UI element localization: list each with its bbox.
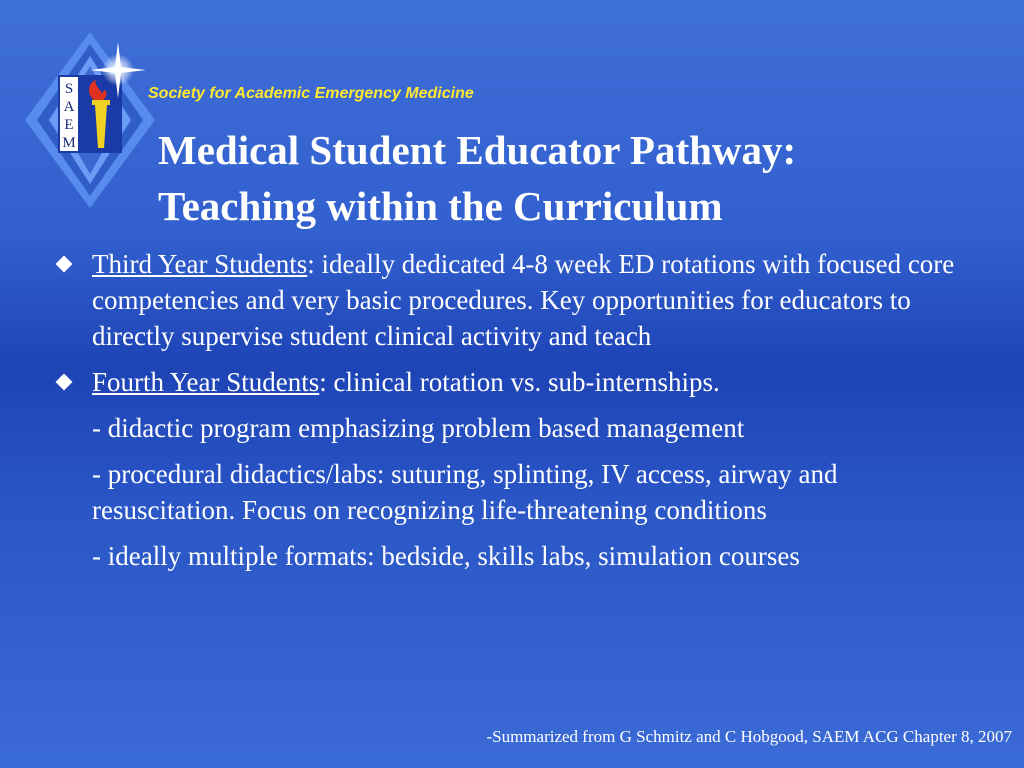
sub-item-didactic: - didactic program emphasizing problem based management: [92, 413, 745, 443]
bullet-heading: Fourth Year Students: [92, 367, 320, 397]
logo-letter-e: E: [64, 117, 74, 133]
logo-letter-a: A: [63, 99, 75, 115]
bullet-heading: Third Year Students: [92, 249, 308, 279]
slide-title: [158, 122, 796, 234]
bullet-text: : clinical rotation vs. sub-internships.: [319, 367, 720, 397]
logo-letter-m: M: [62, 135, 76, 151]
title-line-2: Teaching within the Curriculum: [158, 183, 723, 229]
slide-content: [56, 246, 986, 584]
bullet-text: : ideally dedicated 4-8 week ED rotations with focused core competencies and very basic procedures. Key opportunities for educators to directly supervise student clinical activity and teach: [92, 249, 955, 351]
logo-letter-s: S: [64, 81, 74, 97]
organization-name: Society for Academic Emergency Medicine: [148, 85, 474, 102]
saem-logo: [20, 30, 170, 210]
citation-footer: -Summarized from G Schmitz and C Hobgood, SAEM ACG Chapter 8, 2007: [486, 727, 1012, 746]
bullet-third-year: [56, 246, 986, 354]
sub-item-procedural: - procedural didactics/labs: suturing, splinting, IV access, airway and resuscitation. Focus on recognizing life-threatening conditions: [92, 459, 838, 525]
diamond-bullet-icon: [56, 374, 73, 391]
title-line-1: Medical Student Educator Pathway:: [158, 127, 797, 173]
diamond-bullet-icon: [56, 256, 73, 273]
bullet-fourth-year: [56, 364, 986, 400]
sub-item-formats: - ideally multiple formats: bedside, skills labs, simulation courses: [92, 541, 800, 571]
